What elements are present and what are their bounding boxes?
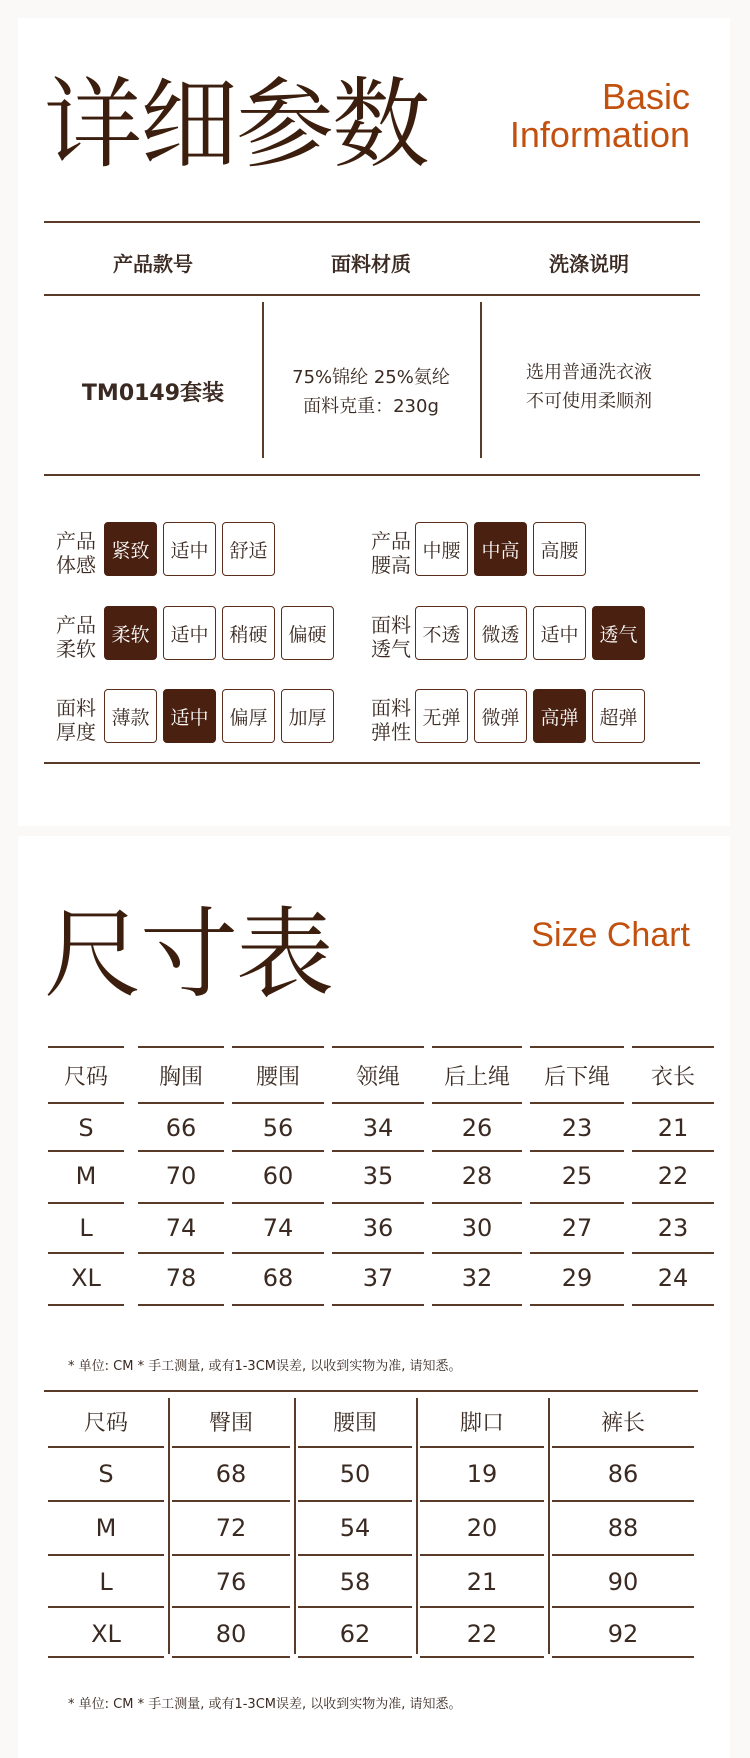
table-line: [138, 1102, 224, 1104]
attribute-label-line: 面料: [371, 613, 411, 637]
table-line: [48, 1554, 164, 1556]
size-value-cell: 36: [362, 1214, 394, 1242]
table-line: [138, 1252, 224, 1254]
size-value-cell: 23: [657, 1214, 689, 1242]
table-line: [552, 1446, 694, 1448]
size-value-cell: 34: [362, 1114, 394, 1142]
table-line: [48, 1046, 124, 1048]
basic-title-en: [510, 78, 690, 154]
table-line: [172, 1656, 290, 1658]
table-line: [138, 1304, 224, 1306]
size-value-cell: 28: [461, 1162, 493, 1190]
table-line: [332, 1304, 424, 1306]
size-value-cell: 20: [466, 1514, 498, 1542]
table-line: [432, 1102, 522, 1104]
table-line: [232, 1102, 324, 1104]
table-line: [420, 1500, 544, 1502]
table-line: [432, 1304, 522, 1306]
table-line: [552, 1606, 694, 1608]
table-line: [232, 1202, 324, 1204]
size-value-cell: 68: [215, 1460, 247, 1488]
table-line: [48, 1304, 124, 1306]
attribute-option[interactable]: 适中: [163, 689, 216, 743]
table-line: [420, 1554, 544, 1556]
size-title-en: Size Chart: [531, 916, 690, 954]
wash-line-1: 选用普通洗衣液: [526, 362, 652, 383]
attribute-option[interactable]: 高弹: [533, 689, 586, 743]
attribute-label-line: 面料: [56, 696, 96, 720]
table-line: [172, 1606, 290, 1608]
size-value-cell: 19: [466, 1460, 498, 1488]
table-line: [48, 1606, 164, 1608]
size-header-cell: 尺码: [83, 1411, 128, 1436]
size-value-cell: 74: [262, 1214, 294, 1242]
attribute-label-line: 产品: [56, 613, 96, 637]
size-chart-card: [18, 836, 730, 1758]
attribute-label-line: 腰高: [371, 553, 411, 577]
attribute-option[interactable]: 薄款: [104, 689, 157, 743]
basic-info-card: [18, 18, 730, 826]
size-header-cell: 腰围: [255, 1065, 300, 1090]
attribute-label-line: 透气: [371, 637, 411, 661]
size-value-cell: 56: [262, 1114, 294, 1142]
table-line: [632, 1252, 714, 1254]
table-line: [44, 1390, 698, 1392]
size-value-cell: 90: [607, 1568, 639, 1596]
measurement-note: * 单位: CM * 手工测量, 或有1-3CM误差, 以收到实物为准, 请知悉。: [68, 1359, 462, 1374]
size-value-cell: 35: [362, 1162, 394, 1190]
table-line: [298, 1500, 412, 1502]
attribute-label: [46, 529, 106, 577]
attribute-label-line: 厚度: [56, 720, 96, 744]
attribute-option[interactable]: 微弹: [474, 689, 527, 743]
size-value-cell: 26: [461, 1114, 493, 1142]
table-line: [48, 1500, 164, 1502]
size-value-cell: 78: [165, 1264, 197, 1292]
table-line: [232, 1150, 324, 1152]
size-value-cell: 37: [362, 1264, 394, 1292]
size-value-cell: S: [98, 1460, 114, 1488]
attribute-option[interactable]: 中腰: [415, 522, 468, 576]
size-value-cell: 29: [561, 1264, 593, 1292]
size-value-cell: 27: [561, 1214, 593, 1242]
table-line: [552, 1500, 694, 1502]
attribute-option[interactable]: 不透: [415, 606, 468, 660]
size-value-cell: 24: [657, 1264, 689, 1292]
table-line: [420, 1656, 544, 1658]
size-value-cell: 88: [607, 1514, 639, 1542]
attribute-option[interactable]: 舒适: [222, 522, 275, 576]
attribute-option[interactable]: 加厚: [281, 689, 334, 743]
size-value-cell: 74: [165, 1214, 197, 1242]
measurement-note: * 单位: CM * 手工测量, 或有1-3CM误差, 以收到实物为准, 请知悉。: [68, 1697, 462, 1712]
attribute-label-line: 产品: [56, 529, 96, 553]
attribute-option[interactable]: 透气: [592, 606, 645, 660]
size-value-cell: 80: [215, 1620, 247, 1648]
attribute-option[interactable]: 偏硬: [281, 606, 334, 660]
table-line: [420, 1446, 544, 1448]
table-line: [530, 1102, 624, 1104]
size-value-cell: 66: [165, 1114, 197, 1142]
table-line: [432, 1150, 522, 1152]
table-line: [138, 1202, 224, 1204]
attribute-label: [46, 696, 106, 744]
basic-title-en-line2: Information: [509, 114, 690, 155]
table-line: [232, 1304, 324, 1306]
size-value-cell: 58: [339, 1568, 371, 1596]
size-value-cell: 72: [215, 1514, 247, 1542]
table-line: [432, 1046, 522, 1048]
size-value-cell: S: [78, 1114, 94, 1142]
size-value-cell: 32: [461, 1264, 493, 1292]
size-value-cell: 62: [339, 1620, 371, 1648]
size-value-cell: 25: [561, 1162, 593, 1190]
size-value-cell: 21: [657, 1114, 689, 1142]
size-value-cell: 21: [466, 1568, 498, 1596]
material-weight: 面料克重：230g: [303, 396, 439, 417]
table-line: [632, 1304, 714, 1306]
table-line: [48, 1202, 124, 1204]
table-line: [632, 1046, 714, 1048]
table-line: [332, 1102, 424, 1104]
attribute-label: [361, 613, 421, 661]
table-line: [530, 1150, 624, 1152]
attribute-label: [361, 529, 421, 577]
size-value-cell: 68: [262, 1264, 294, 1292]
size-title-cn: 尺寸表: [44, 898, 333, 1012]
size-header-cell: 衣长: [650, 1065, 695, 1090]
header-wash: 洗涤说明: [549, 252, 629, 276]
table-line: [530, 1304, 624, 1306]
attribute-option[interactable]: 无弹: [415, 689, 468, 743]
basic-title-en-line1: Basic: [601, 76, 690, 117]
table-line: [332, 1150, 424, 1152]
divider: [44, 474, 700, 476]
attribute-option[interactable]: 柔软: [104, 606, 157, 660]
attribute-option[interactable]: 高腰: [533, 522, 586, 576]
size-value-cell: XL: [71, 1264, 101, 1292]
size-header-cell: 后上绳: [443, 1065, 510, 1090]
material-composition: 75%锦纶 25%氨纶: [292, 367, 450, 388]
table-line: [172, 1554, 290, 1556]
size-value-cell: 22: [657, 1162, 689, 1190]
attribute-option[interactable]: 偏厚: [222, 689, 275, 743]
divider: [44, 221, 700, 223]
table-line: [552, 1656, 694, 1658]
attribute-label-line: 柔软: [56, 637, 96, 661]
table-line: [48, 1150, 124, 1152]
table-line: [632, 1102, 714, 1104]
table-line: [632, 1202, 714, 1204]
table-line: [298, 1656, 412, 1658]
table-line: [48, 1102, 124, 1104]
size-value-cell: 92: [607, 1620, 639, 1648]
size-header-cell: 裤长: [600, 1411, 645, 1436]
table-line: [332, 1252, 424, 1254]
table-line: [530, 1252, 624, 1254]
table-line: [48, 1252, 124, 1254]
basic-title-cn: 详细参数: [44, 68, 429, 182]
table-line: [432, 1202, 522, 1204]
attribute-label-line: 产品: [371, 529, 411, 553]
size-value-cell: 22: [466, 1620, 498, 1648]
attribute-option[interactable]: 稍硬: [222, 606, 275, 660]
attribute-option[interactable]: 微透: [474, 606, 527, 660]
table-line: [138, 1046, 224, 1048]
attribute-option[interactable]: 适中: [533, 606, 586, 660]
table-line: [48, 1446, 164, 1448]
attribute-label-line: 面料: [371, 696, 411, 720]
size-value-cell: 30: [461, 1214, 493, 1242]
attribute-label: [361, 696, 421, 744]
size-header-cell: 腰围: [332, 1411, 377, 1436]
size-value-cell: XL: [91, 1620, 121, 1648]
table-line: [172, 1446, 290, 1448]
size-value-cell: 60: [262, 1162, 294, 1190]
size-value-cell: 54: [339, 1514, 371, 1542]
table-line: [298, 1606, 412, 1608]
table-line: [172, 1500, 290, 1502]
size-value-cell: 70: [165, 1162, 197, 1190]
table-line: [138, 1150, 224, 1152]
table-line: [552, 1554, 694, 1556]
size-value-cell: M: [75, 1162, 97, 1190]
size-header-cell: 领绳: [355, 1065, 400, 1090]
divider: [44, 762, 700, 764]
attribute-option[interactable]: 超弹: [592, 689, 645, 743]
size-value-cell: L: [79, 1214, 93, 1242]
size-value-cell: 23: [561, 1114, 593, 1142]
wash-line-2: 不可使用柔顺剂: [526, 391, 652, 412]
divider: [44, 294, 700, 296]
attribute-option[interactable]: 适中: [163, 522, 216, 576]
table-line: [530, 1046, 624, 1048]
table-line: [332, 1046, 424, 1048]
table-line: [332, 1202, 424, 1204]
attribute-option[interactable]: 中高: [474, 522, 527, 576]
table-line: [530, 1202, 624, 1204]
size-header-cell: 脚口: [459, 1411, 504, 1436]
size-value-cell: 86: [607, 1460, 639, 1488]
table-line: [48, 1656, 164, 1658]
size-value-cell: M: [95, 1514, 117, 1542]
size-value-cell: 76: [215, 1568, 247, 1596]
table-line: [420, 1606, 544, 1608]
table-line: [232, 1252, 324, 1254]
attribute-option[interactable]: 紧致: [104, 522, 157, 576]
header-model: 产品款号: [113, 252, 193, 276]
model-number: TM0149套装: [81, 381, 225, 406]
size-header-cell: 尺码: [63, 1065, 108, 1090]
table-line: [298, 1554, 412, 1556]
table-line: [632, 1150, 714, 1152]
attribute-label-line: 体感: [56, 553, 96, 577]
attribute-option[interactable]: 适中: [163, 606, 216, 660]
table-line: [298, 1446, 412, 1448]
table-line: [232, 1046, 324, 1048]
header-material: 面料材质: [331, 252, 411, 276]
attribute-label-line: 弹性: [371, 720, 411, 744]
size-header-cell: 胸围: [158, 1065, 203, 1090]
table-line: [432, 1252, 522, 1254]
attribute-label: [46, 613, 106, 661]
size-value-cell: 50: [339, 1460, 371, 1488]
size-header-cell: 后下绳: [543, 1065, 610, 1090]
size-value-cell: L: [99, 1568, 113, 1596]
size-header-cell: 臀围: [208, 1411, 253, 1436]
